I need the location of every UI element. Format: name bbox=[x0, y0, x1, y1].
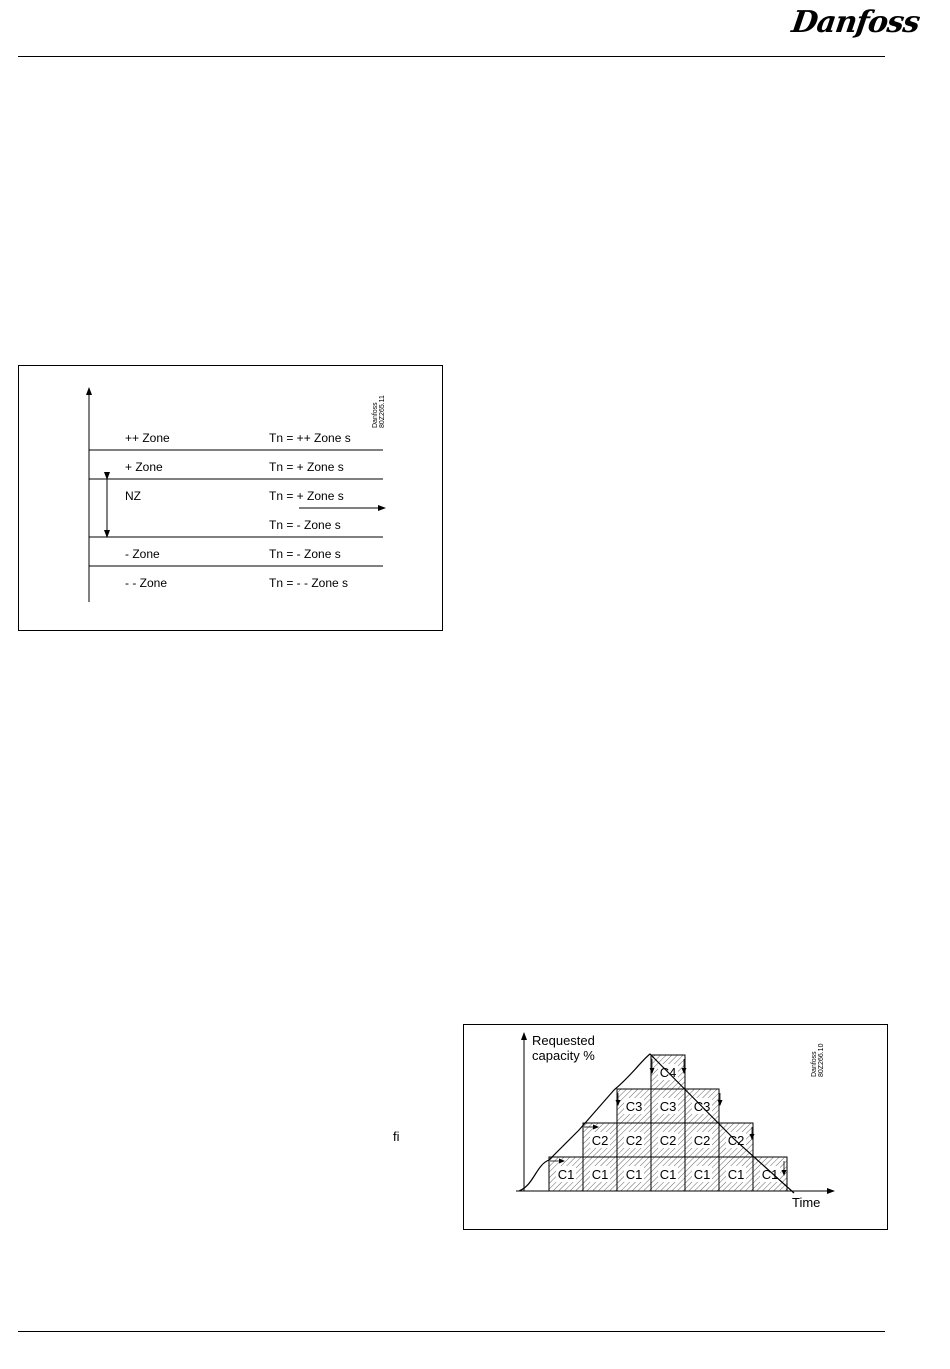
svg-text:Danfoss: Danfoss bbox=[811, 1051, 818, 1077]
capacity-cell-label: C1 bbox=[557, 1167, 575, 1182]
capacity-cell-label: C1 bbox=[659, 1167, 677, 1182]
logo-wordmark: Danfoss bbox=[789, 5, 922, 40]
zone-diagram-figure bbox=[18, 365, 443, 631]
zone-formula: Tn = + Zone s bbox=[269, 460, 344, 474]
svg-text:Danfoss: Danfoss bbox=[372, 402, 379, 428]
capacity-cell-label: C1 bbox=[625, 1167, 643, 1182]
danfoss-logo bbox=[782, 2, 922, 46]
capacity-cell-label: C2 bbox=[591, 1133, 609, 1148]
zone-label: NZ bbox=[125, 489, 141, 503]
x-axis-label: Time bbox=[792, 1195, 821, 1210]
capacity-cell-label: C3 bbox=[659, 1099, 677, 1114]
zone-label: - Zone bbox=[125, 547, 160, 561]
capacity-step-figure bbox=[463, 1024, 888, 1230]
capacity-cell-label: C3 bbox=[625, 1099, 643, 1114]
y-axis-label-line1: Requested bbox=[532, 1033, 595, 1048]
capacity-cell-label: C1 bbox=[761, 1167, 779, 1182]
zone-label: ++ Zone bbox=[125, 431, 170, 445]
svg-text:80Z266.10: 80Z266.10 bbox=[818, 1043, 825, 1077]
zone-formula: Tn = ++ Zone s bbox=[269, 431, 351, 445]
capacity-step-diagram bbox=[464, 1025, 887, 1229]
capacity-cell-label: C2 bbox=[625, 1133, 643, 1148]
capacity-cell-label: C1 bbox=[591, 1167, 609, 1182]
capacity-cell-label: C1 bbox=[693, 1167, 711, 1182]
footer-rule bbox=[18, 1331, 885, 1332]
drawing-code bbox=[811, 1043, 825, 1077]
capacity-cell-label: C3 bbox=[693, 1099, 711, 1114]
zone-formula: Tn = + Zone s bbox=[269, 489, 344, 503]
capacity-cell-label: C2 bbox=[659, 1133, 677, 1148]
zone-diagram bbox=[19, 366, 442, 630]
capacity-cell-label: C1 bbox=[727, 1167, 745, 1182]
zone-label: + Zone bbox=[125, 460, 163, 474]
capacity-cell-label: C2 bbox=[727, 1133, 745, 1148]
header-rule bbox=[18, 56, 885, 57]
stray-ligature-glyph: ﬁ bbox=[393, 1129, 400, 1144]
capacity-cell-label: C4 bbox=[659, 1065, 677, 1080]
zone-formula: Tn = - Zone s bbox=[269, 518, 341, 532]
zone-label: - - Zone bbox=[125, 576, 168, 590]
zone-formula: Tn = - Zone s bbox=[269, 547, 341, 561]
y-axis-label-line2: capacity % bbox=[532, 1048, 595, 1063]
zone-formula: Tn = - - Zone s bbox=[269, 576, 349, 590]
svg-text:80Z265.11: 80Z265.11 bbox=[379, 395, 386, 428]
drawing-code bbox=[372, 395, 386, 428]
capacity-cell-label: C2 bbox=[693, 1133, 711, 1148]
